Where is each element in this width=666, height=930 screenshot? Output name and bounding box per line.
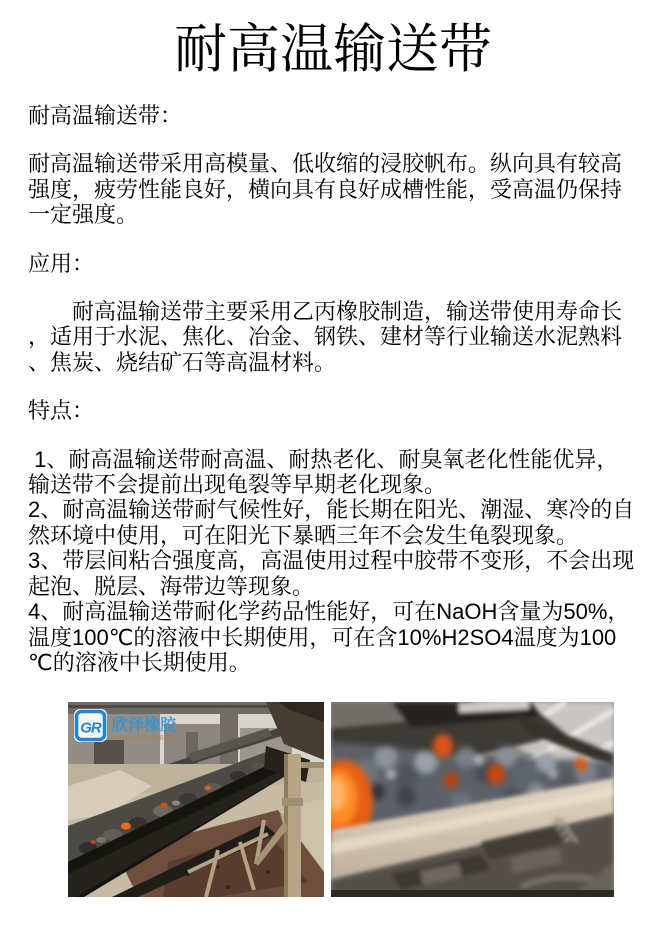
gr-monogram-icon: GR [80,719,101,737]
brand-name-en: GRAND RUBBER [113,735,175,743]
application-paragraph: 耐高温输送带主要采用乙丙橡胶制造，输送带使用寿命长，适用于水泥、焦化、冶金、钢铁、建材等行业输送水泥熟料、焦炭、烧结矿石等高温材料。 [28,299,623,375]
brand-name-cn: 欣泽橡胶 [112,717,177,735]
feature-item: 3、带层间粘合强度高，高温使用过程中胶带不变形，不会出现起泡、脱层、海带边等现象。 [28,548,635,599]
photo-hot-material-closeup [331,702,614,897]
page-title: 耐高温输送带 [174,20,492,79]
features-list [28,447,636,676]
feature-item: 4、耐高温输送带耐化学药品性能好，可在NaOH含量为50%，温度100℃的溶液中长期使用，可在含10%H2SO4温度为100℃的溶液中长期使用。 [28,599,630,675]
features-heading: 特点： [28,398,95,424]
application-heading: 应用： [28,250,95,276]
photo-row [68,702,666,897]
product-description [0,103,666,675]
intro-paragraph: 耐高温输送带采用高模量、低收缩的浸胶帆布。纵向具有较高强度，疲劳性能良好，横向具有良好成槽性能，受高温仍保持一定强度。 [28,151,623,228]
feature-item: 1、耐高温输送带耐高温、耐热老化、耐臭氧老化性能优异，输送带不会提前出现龟裂等早期老化现象。 [28,446,619,498]
intro-label: 耐高温输送带： [28,103,183,128]
photo-conveyor-plant [68,702,324,897]
feature-item: 2、耐高温输送带耐气候性好，能长期在阳光、潮湿、寒冷的自然环境中使用，可在阳光下暴晒三年不会发生龟裂现象。 [28,497,635,548]
